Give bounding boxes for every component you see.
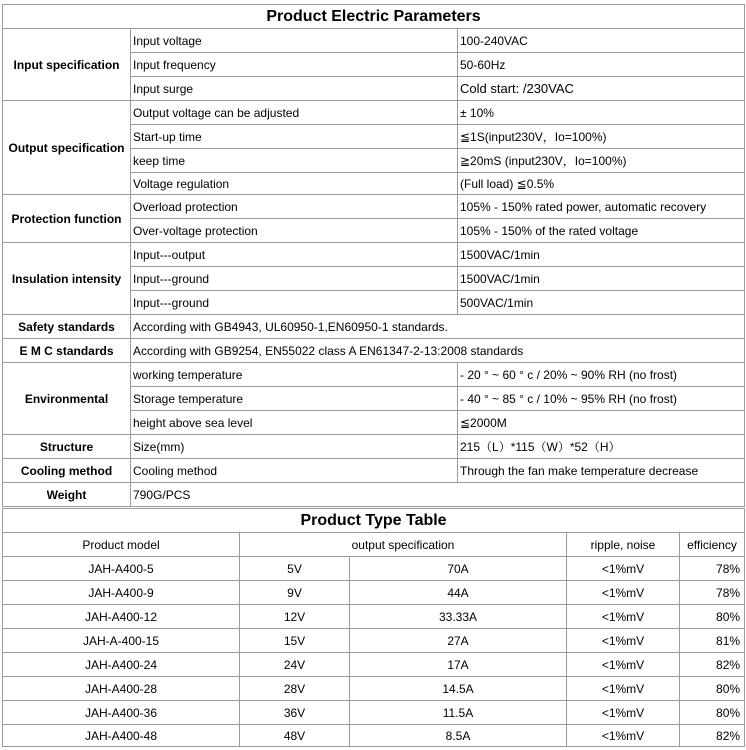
table-row	[3, 605, 745, 629]
voltage-cell: 9V	[240, 581, 350, 605]
ripple-cell: <1%mV	[567, 677, 680, 701]
param-item: Voltage regulation	[131, 173, 458, 195]
param-value: 500VAC/1min	[458, 291, 745, 315]
current-cell: 14.5A	[350, 677, 567, 701]
voltage-cell: 5V	[240, 557, 350, 581]
param-item: Input voltage	[131, 29, 458, 53]
table-row	[3, 629, 745, 653]
current-cell: 70A	[350, 557, 567, 581]
table-row	[3, 701, 745, 725]
model-cell: JAH-A400-5	[3, 557, 240, 581]
current-cell: 8.5A	[350, 725, 567, 747]
param-value: 105% - 150% of the rated voltage	[458, 219, 745, 243]
param-value: 1500VAC/1min	[458, 243, 745, 267]
ripple-cell: <1%mV	[567, 653, 680, 677]
efficiency-cell: 81%	[680, 629, 745, 653]
param-value: ≦2000M	[458, 411, 745, 435]
param-item: Input---ground	[131, 291, 458, 315]
header-ripple-noise: ripple, noise	[567, 533, 680, 557]
current-cell: 27A	[350, 629, 567, 653]
model-cell: JAH-A400-28	[3, 677, 240, 701]
param-item: Over-voltage protection	[131, 219, 458, 243]
ripple-cell: <1%mV	[567, 605, 680, 629]
efficiency-cell: 78%	[680, 557, 745, 581]
table-row	[3, 677, 745, 701]
param-item: Overload protection	[131, 195, 458, 219]
group-safety-standards: Safety standards	[3, 315, 131, 339]
current-cell: 44A	[350, 581, 567, 605]
param-value: - 20 ° ~ 60 ° c / 20% ~ 90% RH (no frost)	[458, 363, 745, 387]
param-item: height above sea level	[131, 411, 458, 435]
group-weight: Weight	[3, 483, 131, 507]
voltage-cell: 24V	[240, 653, 350, 677]
table-row	[3, 653, 745, 677]
product-type-table	[2, 508, 745, 747]
current-cell: 11.5A	[350, 701, 567, 725]
electric-parameters-table	[2, 4, 745, 507]
electric-table-title: Product Electric Parameters	[3, 5, 745, 29]
param-item: keep time	[131, 149, 458, 173]
param-text: According with GB9254, EN55022 class A EN61347-2-13:2008 standards	[131, 339, 745, 363]
param-item: Input frequency	[131, 53, 458, 77]
param-item: Input surge	[131, 77, 458, 101]
param-item: Cooling method	[131, 459, 458, 483]
header-output-specification: output specification	[240, 533, 567, 557]
group-cooling-method: Cooling method	[3, 459, 131, 483]
ripple-cell: <1%mV	[567, 629, 680, 653]
efficiency-cell: 80%	[680, 677, 745, 701]
param-value: (Full load) ≦0.5%	[458, 173, 745, 195]
ripple-cell: <1%mV	[567, 701, 680, 725]
model-cell: JAH-A400-12	[3, 605, 240, 629]
param-value: 215（L）*115（W）*52（H）	[458, 435, 745, 459]
current-cell: 17A	[350, 653, 567, 677]
voltage-cell: 15V	[240, 629, 350, 653]
param-item: Storage temperature	[131, 387, 458, 411]
table-row	[3, 581, 745, 605]
param-value: 100-240VAC	[458, 29, 745, 53]
ripple-cell: <1%mV	[567, 557, 680, 581]
param-value: ≧20mS (input230V，Io=100%)	[458, 149, 745, 173]
efficiency-cell: 78%	[680, 581, 745, 605]
param-value: 105% - 150% rated power, automatic recovery	[458, 195, 745, 219]
param-value: 1500VAC/1min	[458, 267, 745, 291]
efficiency-cell: 82%	[680, 725, 745, 747]
param-value: 50-60Hz	[458, 53, 745, 77]
model-cell: JAH-A400-48	[3, 725, 240, 747]
header-product-model: Product model	[3, 533, 240, 557]
table-row	[3, 557, 745, 581]
param-value: ≦1S(input230V，Io=100%)	[458, 125, 745, 149]
group-protection-function: Protection function	[3, 195, 131, 243]
param-item: Input---ground	[131, 267, 458, 291]
efficiency-cell: 80%	[680, 701, 745, 725]
efficiency-cell: 82%	[680, 653, 745, 677]
param-item: Size(mm)	[131, 435, 458, 459]
type-table-title: Product Type Table	[3, 509, 745, 533]
param-item: Start-up time	[131, 125, 458, 149]
param-item: working temperature	[131, 363, 458, 387]
efficiency-cell: 80%	[680, 605, 745, 629]
model-cell: JAH-A400-24	[3, 653, 240, 677]
param-item: Output voltage can be adjusted	[131, 101, 458, 125]
voltage-cell: 12V	[240, 605, 350, 629]
voltage-cell: 36V	[240, 701, 350, 725]
ripple-cell: <1%mV	[567, 581, 680, 605]
group-input-specification: Input specification	[3, 29, 131, 101]
group-insulation-intensity: Insulation intensity	[3, 243, 131, 315]
model-cell: JAH-A-400-15	[3, 629, 240, 653]
param-item: Input---output	[131, 243, 458, 267]
param-value: ± 10%	[458, 101, 745, 125]
group-emc-standards: E M C standards	[3, 339, 131, 363]
group-output-specification: Output specification	[3, 101, 131, 195]
voltage-cell: 28V	[240, 677, 350, 701]
group-structure: Structure	[3, 435, 131, 459]
model-cell: JAH-A400-9	[3, 581, 240, 605]
table-row	[3, 725, 745, 747]
param-value: Through the fan make temperature decrease	[458, 459, 745, 483]
model-cell: JAH-A400-36	[3, 701, 240, 725]
voltage-cell: 48V	[240, 725, 350, 747]
current-cell: 33.33A	[350, 605, 567, 629]
param-value: Cold start: /230VAC	[458, 77, 745, 101]
param-value: - 40 ° ~ 85 ° c / 10% ~ 95% RH (no frost)	[458, 387, 745, 411]
header-efficiency: efficiency	[680, 533, 745, 557]
ripple-cell: <1%mV	[567, 725, 680, 747]
param-text: According with GB4943, UL60950-1,EN60950-1 standards.	[131, 315, 745, 339]
group-environmental: Environmental	[3, 363, 131, 435]
param-text: 790G/PCS	[131, 483, 745, 507]
